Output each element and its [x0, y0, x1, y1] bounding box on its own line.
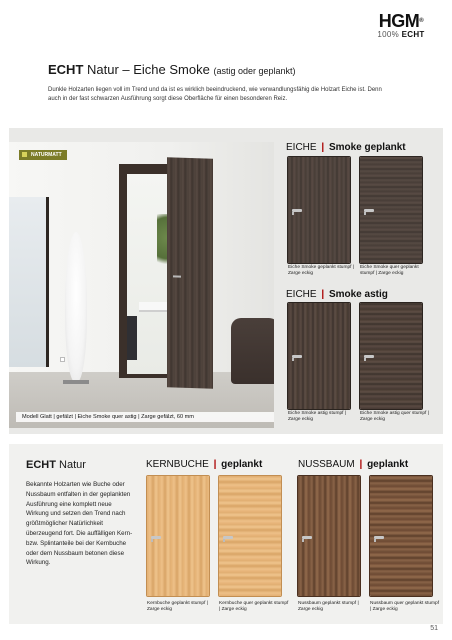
eiche-astig-title-bold: Smoke astig [328, 289, 388, 300]
door-handle [292, 209, 302, 212]
door-eiche-smoke-quer-geplankt [360, 157, 422, 263]
photo-floor-lamp [65, 232, 87, 382]
caption-nussbaum-quer-geplankt: Nussbaum quer geplankt stumpf | Zarge eckig [370, 601, 440, 612]
logo-tagline-percent: 100% [377, 30, 400, 39]
door-handle [302, 536, 312, 539]
door-handle [223, 536, 233, 539]
photo-caption: Modell Glatt | gefälzt | Eiche Smoke quer astig | Zarge gefälzt, 60 mm [16, 412, 274, 422]
photo-door-leaf [167, 157, 213, 389]
eiche-geplankt-title-separator: | [321, 142, 325, 153]
kernbuche-title-separator: | [213, 459, 217, 470]
page-title-main: Natur – Eiche Smoke [83, 62, 214, 77]
door-kernbuche-quer-geplankt [219, 476, 281, 596]
door-nussbaum-geplankt [298, 476, 360, 596]
naturmatt-badge: NATURMATT [19, 150, 67, 160]
door-eiche-smoke-geplankt [288, 157, 350, 263]
caption-eiche-smoke-quer-geplankt: Eiche Smoke quer geplankt stumpf | Zarge eckig [360, 265, 419, 276]
door-handle [151, 536, 161, 539]
nussbaum-title-pre: NUSSBAUM [298, 459, 355, 470]
caption-kernbuche-quer-geplankt: Kernbuche quer geplankt stumpf | Zarge eckig [219, 601, 289, 612]
nussbaum-title-bold: geplankt [367, 459, 409, 470]
caption-eiche-smoke-astig-quer: Eiche Smoke astig quer stumpf | Zarge eckig [360, 411, 429, 422]
kernbuche-title-bold: geplankt [221, 459, 263, 470]
photo-door-handle [173, 275, 181, 277]
eiche-geplankt-title [286, 142, 406, 153]
nussbaum-title [298, 459, 408, 470]
door-eiche-smoke-astig-quer [360, 303, 422, 409]
logo-registered: ® [419, 18, 424, 24]
door-handle [292, 355, 302, 358]
door-eiche-smoke-astig [288, 303, 350, 409]
logo-tagline [370, 30, 432, 40]
eiche-astig-title [286, 289, 388, 300]
page-title [48, 62, 296, 77]
kernbuche-title-pre: KERNBUCHE [146, 459, 209, 470]
eiche-astig-title-pre: EICHE [286, 289, 317, 300]
room-photo [9, 142, 274, 428]
caption-kernbuche-geplankt: Kernbuche geplankt stumpf | Zarge eckig [147, 601, 208, 612]
door-nussbaum-quer-geplankt [370, 476, 432, 596]
page-number: 51 [430, 625, 438, 632]
page-title-bold: ECHT [48, 62, 84, 77]
page-title-sub: (astig oder geplankt) [213, 66, 296, 76]
door-handle [364, 209, 374, 212]
eiche-astig-title-separator: | [321, 289, 325, 300]
echt-natur-title-rest: Natur [55, 459, 86, 471]
intro-text: Dunkle Holzarten liegen voll im Trend und da ist es wirklich beeindruckend, wie verwandlungsfähig die Holzart Eiche ist. Denn auch in der fast schwarzen Ausführung sorgt diese Oberfläche für einen besonderen Reiz. [48, 87, 382, 102]
echt-natur-title-bold: ECHT [26, 459, 56, 471]
photo-towel [127, 316, 137, 360]
photo-lamp-base [63, 380, 89, 384]
hgm-logo [370, 12, 432, 40]
photo-wall-outlet [60, 357, 65, 362]
logo-text: HGM [378, 11, 420, 31]
door-handle [364, 355, 374, 358]
kernbuche-title [146, 459, 262, 470]
logo-mark [370, 12, 432, 30]
logo-tagline-echt: ECHT [401, 30, 425, 39]
nussbaum-title-separator: | [359, 459, 363, 470]
caption-eiche-smoke-geplankt: Eiche Smoke geplankt stumpf | Zarge eckig [288, 265, 355, 276]
eiche-geplankt-title-bold: Smoke geplankt [328, 142, 406, 153]
eiche-geplankt-title-pre: EICHE [286, 142, 317, 153]
photo-armchair [231, 318, 274, 384]
caption-eiche-smoke-astig: Eiche Smoke astig stumpf | Zarge eckig [288, 411, 347, 422]
door-handle [374, 536, 384, 539]
echt-natur-title [26, 459, 86, 471]
photo-window [9, 197, 49, 367]
door-kernbuche-geplankt [147, 476, 209, 596]
caption-nussbaum-geplankt: Nussbaum geplankt stumpf | Zarge eckig [298, 601, 359, 612]
echt-natur-text: Bekannte Holzarten wie Buche oder Nussbaum entfalten in der geplankten Ausführung eine komplett neue Wirkung und setzen den Trend nach größtmöglicher Natürlichkeit überzeugend fort. Die auffälligen Kern- bzw. Splintanteile bei der Kernbuche oder dem Nussbaum betonen diese Wirkung. [26, 481, 133, 567]
